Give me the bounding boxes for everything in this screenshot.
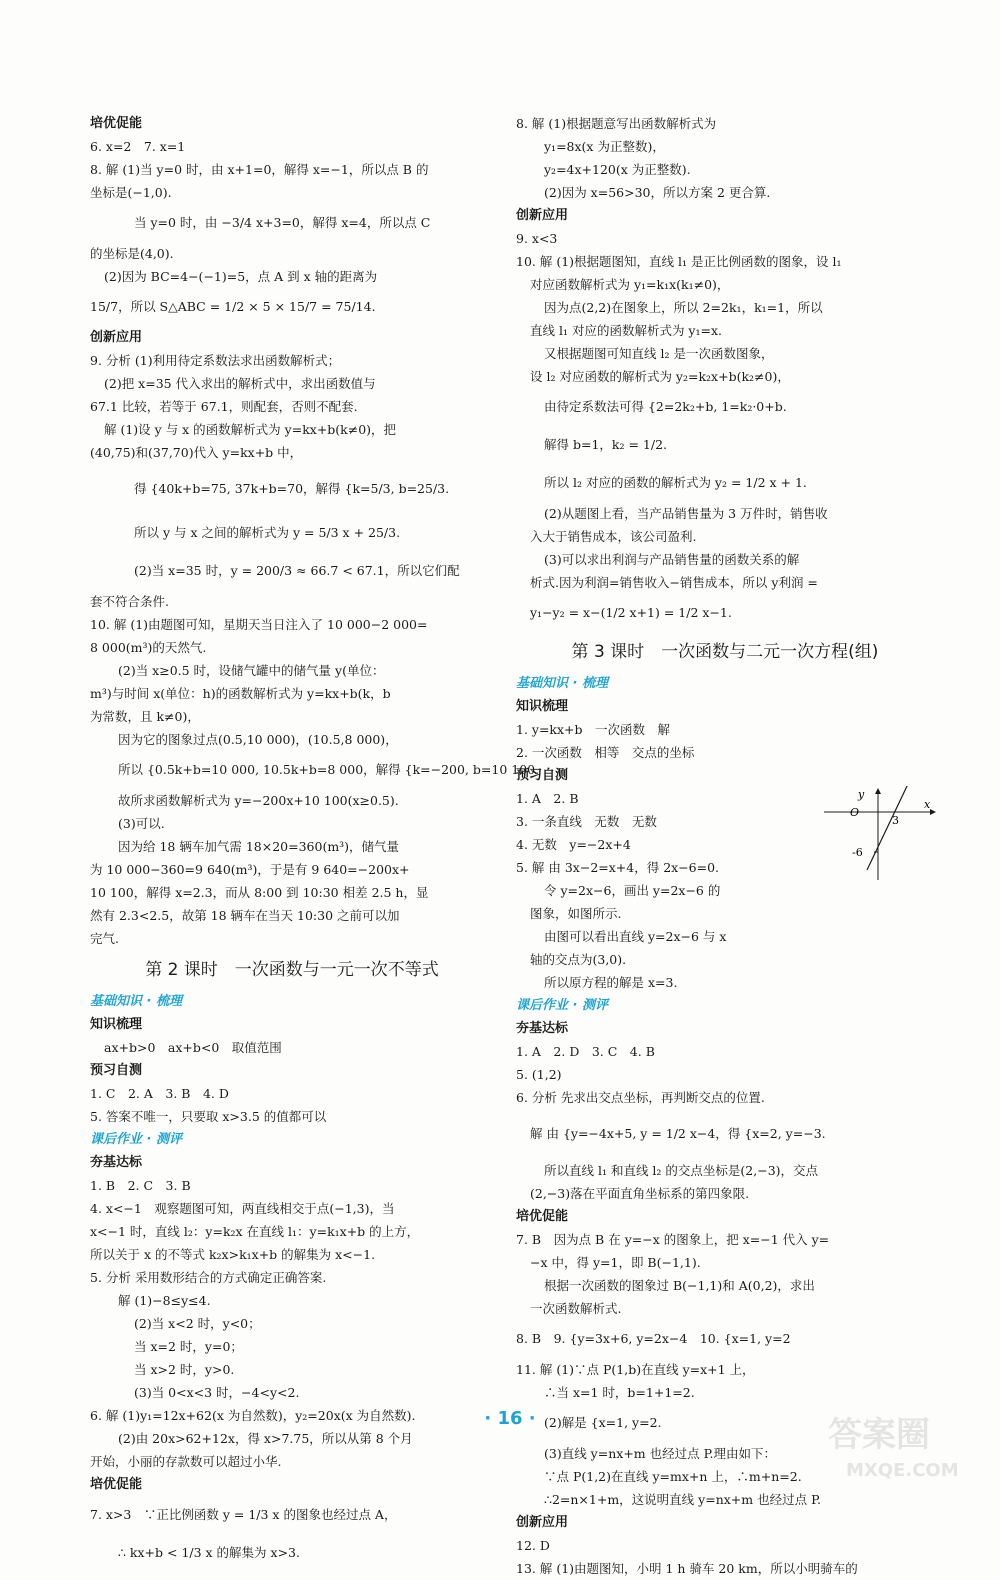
left-line: (2)把 x=35 代入求出的解析式中，求出函数值与 [104, 376, 376, 391]
left-line: 4. x<−1 观察题图可知，两直线相交于点(−1,3)，当 [90, 1201, 395, 1216]
right-line: 根据一次函数的图象过 B(−1,1)和 A(0,2)，求出 [544, 1278, 815, 1293]
y-axis-arrow-icon [875, 788, 881, 794]
left-line: (2)由 20x>62+12x，得 x>7.75，所以从第 8 个月 [118, 1431, 413, 1446]
right-line: y₁=8x(x 为正整数)， [544, 139, 665, 154]
left-line: 6. x=2 7. x=1 [90, 139, 186, 154]
left-line: 5. 答案不唯一，只要取 x>3.5 的值都可以 [90, 1109, 327, 1124]
right-line: 解 由 {y=−4x+5, y = 1/2 x−4，得 {x=2, y=−3. [530, 1126, 826, 1141]
y-label: y [858, 788, 865, 801]
right-line: 知识梳理 [516, 699, 569, 714]
x-axis-arrow-icon [930, 809, 936, 815]
right-line: (2,−3)落在平面直角坐标系的第四象限. [530, 1186, 750, 1201]
left-line: x<−1 时，直线 l₂：y=k₂x 在直线 l₁：y=k₁x+b 的上方， [90, 1224, 420, 1239]
right-line: (3)直线 y=nx+m 也经过点 P.理由如下： [544, 1446, 776, 1461]
right-line: 对应函数解析式为 y₁=k₁x(k₁≠0)， [530, 277, 730, 292]
right-line: 又根据题图可知直线 l₂ 是一次函数图象， [544, 346, 774, 361]
left-line: 8 000(m³)的天然气. [90, 640, 207, 655]
left-line: 坐标是(−1,0). [90, 185, 172, 200]
right-line: 由图可以看出直线 y=2x−6 与 x [544, 929, 727, 944]
left-line: 得 {40k+b=75, 37k+b=70，解得 {k=5/3, b=25/3. [134, 481, 450, 496]
left-line: 第 2 课时 一次函数与一元一次不等式 [145, 960, 439, 980]
page-number: · 16 · [484, 1408, 536, 1429]
left-line: ax+b>0 ax+b<0 取值范围 [104, 1040, 282, 1055]
left-line: (3)当 0<x<3 时，−4<y<2. [134, 1385, 300, 1400]
right-line: y₂=4x+120(x 为正整数). [544, 162, 691, 177]
linear-function-graph [818, 786, 938, 886]
left-line: 1. B 2. C 3. B [90, 1178, 191, 1193]
right-line: 6. 分析 先求出交点坐标，再判断交点的位置. [516, 1090, 765, 1105]
graph-line [867, 786, 908, 870]
right-line: 1. A 2. B [516, 791, 579, 806]
right-line: 一次函数解析式. [530, 1301, 622, 1316]
left-line: 的坐标是(4,0). [90, 246, 174, 261]
left-line: 培优促能 [90, 1477, 143, 1492]
right-line: 5. 解 由 3x−2=x+4，得 2x−6=0. [516, 860, 720, 875]
right-line: y₁−y₂ = x−(1/2 x+1) = 1/2 x−1. [530, 605, 732, 620]
right-line: 因为点(2,2)在图象上，所以 2=2k₁，k₁=1，所以 [544, 300, 823, 315]
right-line: 所以原方程的解是 x=3. [544, 975, 678, 990]
right-line: 培优促能 [516, 1209, 569, 1224]
left-line: 故所求函数解析式为 y=−200x+10 100(x≥0.5). [118, 793, 399, 808]
right-line: 9. x<3 [516, 231, 558, 246]
right-line: 1. y=kx+b 一次函数 解 [516, 722, 671, 737]
watermark-logo [818, 1404, 988, 1484]
left-line: 当 y=0 时，由 −3/4 x+3=0，解得 x=4，所以点 C [134, 215, 431, 230]
right-line: 10. 解 (1)根据题图知，直线 l₁ 是正比例函数的图象，设 l₁ [516, 254, 842, 269]
left-line: ∴ kx+b < 1/3 x 的解集为 x>3. [118, 1545, 300, 1560]
left-line: 8. 解 (1)当 y=0 时，由 x+1=0，解得 x=−1，所以点 B 的 [90, 162, 429, 177]
right-line: ∴2=n×1+m，这说明直线 y=nx+m 也经过点 P. [544, 1492, 821, 1507]
left-line: (3)可以. [118, 816, 165, 831]
right-line: 图象，如图所示. [530, 906, 622, 921]
watermark-top: 答案圈 [828, 1415, 930, 1455]
right-line: 入大于销售成本，该公司盈利. [530, 529, 697, 544]
right-line: 第 3 课时 一次函数与二元一次方程(组) [571, 642, 879, 662]
left-line: 当 x=2 时，y=0； [134, 1339, 243, 1354]
left-line: 所以 y 与 x 之间的解析式为 y = 5/3 x + 25/3. [134, 525, 401, 540]
left-line: 完气. [90, 931, 119, 946]
x-intercept-label: 3 [892, 814, 899, 827]
origin-label: O [850, 806, 860, 819]
right-line: 1. A 2. D 3. C 4. B [516, 1044, 655, 1059]
right-line: (2)从题图上看，当产品销售量为 3 万件时，销售收 [544, 506, 828, 521]
left-line: 预习自测 [90, 1063, 143, 1078]
left-line: 课后作业 · 测评 [90, 1132, 182, 1147]
left-line: 所以 {0.5k+b=10 000, 10.5k+b=8 000，解得 {k=−200, b=10 100. [118, 762, 540, 777]
right-line: (3)可以求出利润与产品销售量的函数关系的解 [544, 552, 800, 567]
right-line: (2)解是 {x=1, y=2. [544, 1415, 662, 1430]
watermark-bottom: MXQE.COM [846, 1460, 959, 1481]
left-line: 为 10 000−360=9 640(m³)，于是有 9 640=−200x+ [90, 862, 410, 877]
left-line: 7. x>3 ∵正比例函数 y = 1/3 x 的图象也经过点 A， [90, 1507, 397, 1522]
right-line: 8. 解 (1)根据题意写出函数解析式为 [516, 116, 717, 131]
x-label: x [924, 798, 931, 811]
left-line: 67.1 比较，若等于 67.1，则配套，否则不配套. [90, 399, 358, 414]
y-intercept-label: -6 [852, 846, 863, 859]
right-line: ∴当 x=1 时，b=1+1=2. [544, 1385, 695, 1400]
left-line: (2)因为 BC=4−(−1)=5，点 A 到 x 轴的距离为 [104, 269, 378, 284]
left-line: 为常数，且 k≠0)， [90, 709, 200, 724]
left-line: 所以关于 x 的不等式 k₂x>k₁x+b 的解集为 x<−1. [90, 1247, 376, 1262]
left-line: 15/7，所以 S△ABC = 1/2 × 5 × 15/7 = 75/14. [90, 299, 376, 314]
left-line: 解 (1)−8≤y≤4. [118, 1293, 211, 1308]
right-line: 所以 l₂ 对应的函数的解析式为 y₂ = 1/2 x + 1. [544, 475, 807, 490]
right-line: 课后作业 · 测评 [516, 998, 608, 1013]
left-line: (40,75)和(37,70)代入 y=kx+b 中， [90, 445, 303, 460]
left-line: 6. 解 (1)y₁=12x+62(x 为自然数)，y₂=20x(x 为自然数). [90, 1408, 416, 1423]
left-line: 因为给 18 辆车加气需 18×20=360(m³)，储气量 [118, 839, 400, 854]
left-line: 培优促能 [90, 116, 143, 131]
right-line: 令 y=2x−6，画出 y=2x−6 的 [544, 883, 721, 898]
right-line: (2)因为 x=56>30，所以方案 2 更合算. [544, 185, 771, 200]
left-line: 10. 解 (1)由题图可知，星期天当日注入了 10 000−2 000= [90, 617, 428, 632]
right-line: 7. B 因为点 B 在 y=−x 的图象上，把 x=−1 代入 y= [516, 1232, 830, 1247]
left-line: (2)当 x<2 时，y<0； [134, 1316, 261, 1331]
left-line: m³)与时间 x(单位：h)的函数解析式为 y=kx+b(k，b [90, 686, 391, 701]
right-line: 所以直线 l₁ 和直线 l₂ 的交点坐标是(2,−3)，交点 [544, 1163, 819, 1178]
right-line: 13. 解 (1)由题图知，小明 1 h 骑车 20 km，所以小明骑车的 [516, 1561, 858, 1576]
left-line: 因为它的图象过点(0.5,10 000)，(10.5,8 000)， [118, 732, 398, 747]
left-line: 10 100，解得 x=2.3，而从 8:00 到 10:30 相差 2.5 h，显 [90, 885, 429, 900]
left-line: 解 (1)设 y 与 x 的函数解析式为 y=kx+b(k≠0)，把 [104, 422, 397, 437]
right-line: 基础知识 · 梳理 [516, 676, 608, 691]
right-line: 5. (1,2) [516, 1067, 562, 1082]
left-line: (2)当 x=35 时，y = 200/3 ≈ 66.7 < 67.1，所以它们配 [134, 563, 460, 578]
right-line: 8. B 9. {y=3x+6, y=2x−4 10. {x=1, y=2 [516, 1331, 791, 1346]
right-line: 轴的交点为(3,0). [530, 952, 627, 967]
right-line: 预习自测 [516, 768, 569, 783]
left-line: 1. C 2. A 3. B 4. D [90, 1086, 229, 1101]
right-line: 解得 b=1，k₂ = 1/2. [544, 437, 667, 452]
left-line: 开始，小丽的存款数可以超过小华. [90, 1454, 282, 1469]
right-line: 析式.因为利润=销售收入−销售成本，所以 y利润 = [530, 575, 818, 590]
left-line: 套不符合条件. [90, 594, 169, 609]
right-line: 夯基达标 [516, 1021, 569, 1036]
right-line: 创新应用 [516, 208, 569, 223]
right-line: ∵点 P(1,2)在直线 y=mx+n 上，∴m+n=2. [544, 1469, 802, 1484]
left-line: 创新应用 [90, 330, 143, 345]
right-line: 直线 l₁ 对应的函数解析式为 y₁=x. [530, 323, 722, 338]
right-line: 由待定系数法可得 {2=2k₂+b, 1=k₂·0+b. [544, 399, 787, 414]
left-line: (2)当 x≥0.5 时，设储气罐中的储气量 y(单位： [118, 663, 385, 678]
right-line: 4. 无数 y=−2x+4 [516, 837, 631, 852]
left-line: 然有 2.3<2.5，故第 18 辆车在当天 10:30 之前可以加 [90, 908, 400, 923]
right-line: 3. 一条直线 无数 无数 [516, 814, 657, 829]
left-line: 基础知识 · 梳理 [90, 994, 182, 1009]
right-line: −x 中，得 y=1，即 B(−1,1). [530, 1255, 701, 1270]
right-line: 11. 解 (1)∵点 P(1,b)在直线 y=x+1 上， [516, 1362, 755, 1377]
right-line: 创新应用 [516, 1515, 569, 1530]
left-line: 当 x>2 时，y>0. [134, 1362, 235, 1377]
right-line: 2. 一次函数 相等 交点的坐标 [516, 745, 695, 760]
left-line: 9. 分析 (1)利用待定系数法求出函数解析式； [90, 353, 341, 368]
right-line: 设 l₂ 对应函数的解析式为 y₂=k₂x+b(k₂≠0)， [530, 369, 790, 384]
left-line: 5. 分析 采用数形结合的方式确定正确答案. [90, 1270, 327, 1285]
left-line: 知识梳理 [90, 1017, 143, 1032]
right-line: 12. D [516, 1538, 550, 1553]
left-line: 夯基达标 [90, 1155, 143, 1170]
